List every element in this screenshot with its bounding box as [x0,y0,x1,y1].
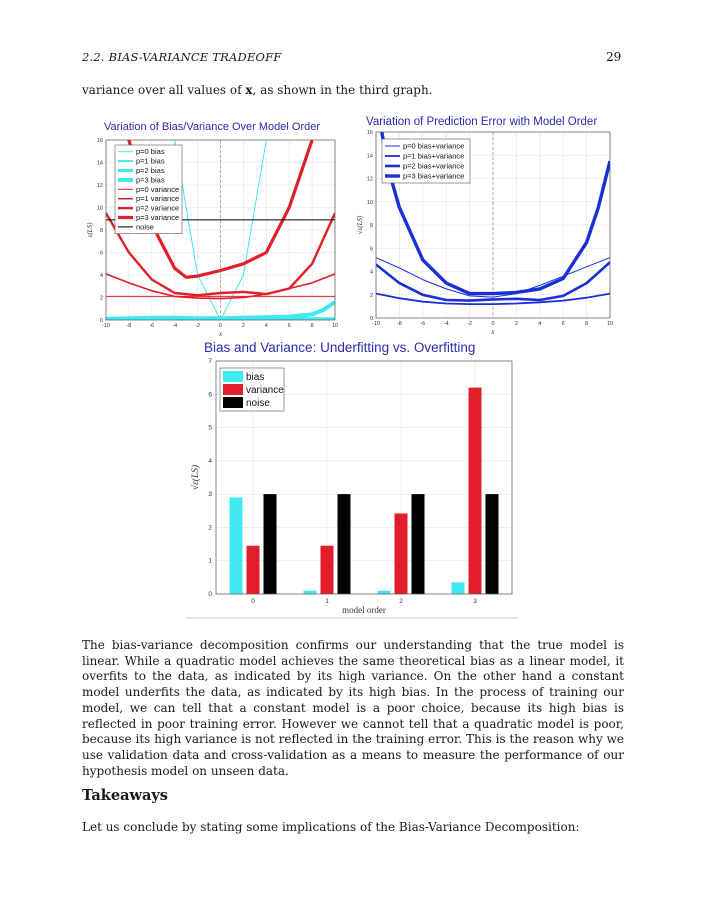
c3-x-tick-label: 0 [251,598,255,605]
right-chart-title: Variation of Prediction Error with Model Order [366,116,598,128]
intro-suffix: , as shown in the third graph. [252,83,433,97]
bias-variance-line-chart [80,132,342,340]
c1-y-tick-label: 4 [99,273,103,279]
c3-bar-bias-1 [304,591,317,594]
c2-x-tick-label: 6 [561,321,565,327]
c3-y-axis-label: √ε(LS) [191,464,201,491]
c3-y-tick-label: 3 [208,491,212,499]
c3-bar-noise-2 [412,494,425,594]
c3-y-tick-label: 4 [208,457,212,465]
c1-y-tick-label: 6 [99,250,103,257]
c1-y-tick-label: 8 [99,228,103,234]
c1-y-axis-label: ε(LS) [86,222,94,238]
c1-x-tick-label: 2 [241,323,245,329]
c3-legend-swatch [223,371,243,382]
c1-x-tick-label: -4 [172,323,178,329]
c2-x-tick-label: 2 [514,321,518,327]
c2-y-tick-label: 2 [369,292,373,299]
c3-bar-bias-2 [378,591,391,594]
c1-y-tick-label: 10 [96,205,103,212]
c3-legend-label: variance [246,385,284,396]
c2-y-tick-label: 8 [369,223,373,229]
c2-legend-label: p=2 bias+variance [403,161,465,171]
c1-legend-label: noise [136,222,154,232]
c1-y-tick-label: 2 [99,295,103,302]
intro-bold-x: x [245,83,253,97]
c2-legend-label: p=3 bias+variance [403,171,465,181]
intro-sentence [82,83,433,97]
c1-legend-label: p=1 bias [136,156,165,166]
c1-x-tick-label: -8 [126,323,132,329]
running-header: 2.2. BIAS-VARIANCE TRADEOFF [82,50,282,64]
c2-x-tick-label: 8 [585,321,589,327]
c1-legend-label: p=2 variance [136,203,180,213]
c3-x-tick-label: 2 [399,598,403,605]
c3-x-tick-label: 3 [473,598,477,605]
c1-x-tick-label: -6 [149,323,155,329]
c2-x-axis-label: x [491,328,495,336]
takeaways-heading: Takeaways [82,787,168,804]
c2-y-tick-label: 14 [366,153,373,160]
page-number: 29 [606,50,622,64]
c1-legend-label: p=1 variance [136,194,180,204]
c2-y-axis-label: √ε(LS) [356,215,364,235]
c1-legend-label: p=0 variance [136,184,180,194]
c3-legend-label: bias [246,372,265,383]
c1-x-tick-label: 8 [310,323,314,329]
c3-legend-swatch [223,397,243,408]
c2-y-tick-label: 6 [369,246,373,253]
c1-x-tick-label: 4 [264,323,268,329]
c1-legend-label: p=0 bias [136,147,165,157]
c2-y-tick-label: 16 [366,130,373,136]
c1-legend-label: p=2 bias [136,166,165,175]
c1-x-tick-label: 6 [287,323,291,329]
c2-legend-label: p=1 bias+variance [403,151,465,161]
c1-x-tick-label: 10 [331,323,339,329]
c2-x-tick-label: 10 [606,321,614,327]
c3-x-axis-label: model order [342,605,386,615]
c3-y-tick-label: 6 [208,391,212,399]
c1-x-tick-label: -2 [195,323,201,329]
c3-bar-bias-0 [230,497,243,594]
c2-y-tick-label: 4 [369,269,373,276]
c1-x-axis-label: x [218,330,223,338]
bias-variance-bar-chart [186,356,520,620]
bottom-chart-title: Bias and Variance: Underfitting vs. Overfitting [204,340,476,355]
c3-bar-variance-0 [247,546,260,594]
c3-bar-noise-0 [264,494,277,594]
c1-y-tick-label: 0 [99,318,103,324]
c3-bar-bias-3 [452,582,465,594]
c1-y-tick-label: 12 [96,183,103,189]
c2-x-tick-label: -4 [443,321,449,327]
c2-legend-label: p=0 bias+variance [403,141,465,151]
c1-y-tick-label: 16 [96,138,103,144]
c3-y-tick-label: 7 [208,358,212,365]
conclude-sentence: Let us conclude by stating some implications of the Bias-Variance Decomposition: [82,820,580,834]
c1-legend-label: p=3 bias [136,175,165,185]
c2-x-tick-label: -10 [372,321,380,327]
c3-bar-noise-1 [338,494,351,594]
c2-x-tick-label: 4 [538,321,542,327]
c1-x-tick-label: -10 [102,323,110,329]
c1-y-tick-label: 14 [96,160,103,167]
body-paragraph: The bias-variance decomposition confirms our understanding that the true model is linear. While a quadratic model achieves the same theoretical bias as a linear model, it overfits to the data, as indicated by its high variance. On the other hand a constant model underfits the data, as indicated by its high bias. In the process of training our model, we can tell that a constant model is a poor choice, because its high bias is reflected in poor training error. However we cannot tell that a quadratic model is poor, because its high variance is not reflected in the training error. This is the reason why we use validation data and cross-validation as a means to measure the performance of our hypothesis model on unseen data. [82,638,624,778]
c2-x-tick-label: -6 [420,321,426,327]
c3-bar-variance-2 [395,513,408,594]
prediction-error-line-chart [350,128,616,340]
c3-bar-variance-3 [469,388,482,594]
c3-y-tick-label: 0 [208,591,212,598]
c2-y-tick-label: 12 [366,176,373,183]
c3-legend-swatch [223,384,243,395]
c2-y-tick-label: 10 [366,199,373,206]
c2-y-tick-label: 0 [369,316,373,322]
c2-x-tick-label: 0 [491,321,495,327]
c3-y-tick-label: 1 [208,557,212,565]
c1-x-tick-label: 0 [218,323,223,329]
c3-legend-label: noise [246,398,270,409]
c1-legend-label: p=3 variance [136,213,180,222]
c3-x-tick-label: 1 [325,598,329,605]
c3-y-tick-label: 5 [208,424,212,432]
c3-y-tick-label: 2 [208,524,212,532]
c2-x-tick-label: -8 [396,321,402,327]
c3-bar-variance-1 [321,546,334,594]
left-chart-title: Variation of Bias/Variance Over Model Order [104,121,321,133]
c2-x-tick-label: -2 [467,321,473,327]
intro-prefix: variance over all values of [82,83,246,97]
c3-bar-noise-3 [486,494,499,594]
